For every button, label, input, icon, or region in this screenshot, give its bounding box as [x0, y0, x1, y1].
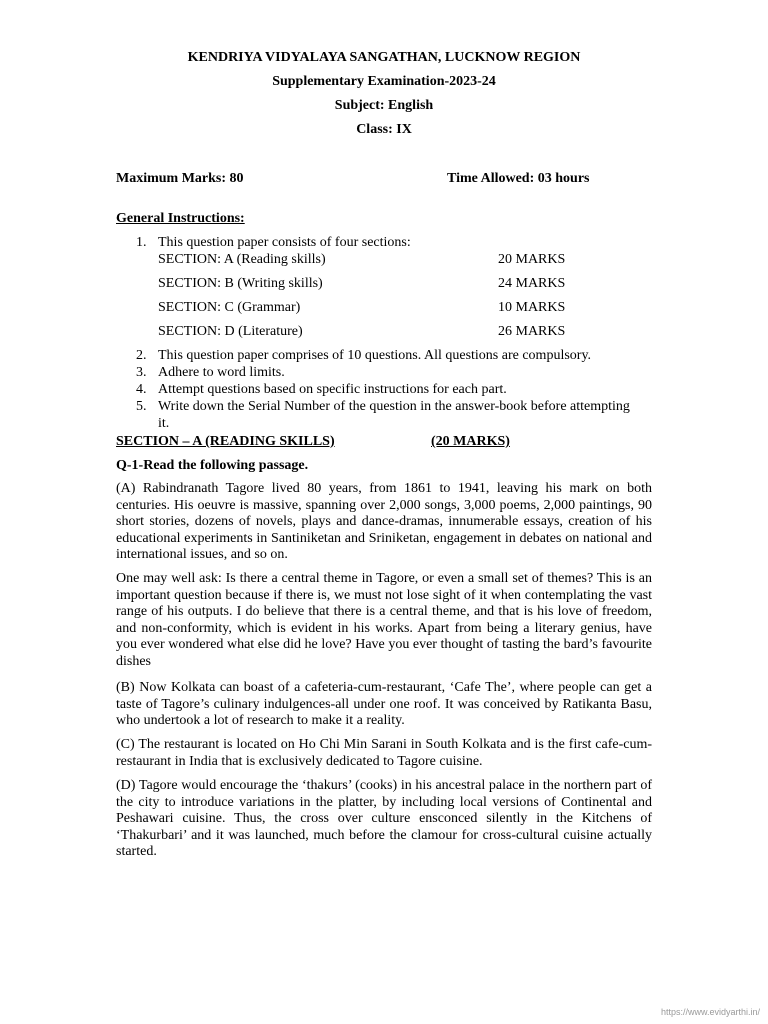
section-row: [158, 323, 578, 340]
section-marks: 10 MARKS: [498, 300, 566, 315]
instruction-number: 2.: [136, 348, 147, 363]
instruction-item-1: [136, 234, 652, 251]
section-marks: 20 MARKS: [498, 252, 566, 267]
organization-title: KENDRIYA VIDYALAYA SANGATHAN, LUCKNOW REGION: [187, 50, 581, 65]
instruction-number: 3.: [136, 365, 147, 380]
instruction-text: Attempt questions based on specific instructions for each part.: [158, 382, 507, 397]
question-1: Q-1-Read the following passage.: [116, 458, 309, 473]
instruction-text: This question paper consists of four sections:: [158, 235, 411, 250]
section-name: SECTION: B (Writing skills): [158, 276, 323, 291]
instruction-text: Adhere to word limits.: [158, 365, 285, 380]
max-marks: Maximum Marks: 80: [116, 171, 244, 186]
section-a-marks: (20 MARKS): [431, 434, 510, 449]
section-row: [158, 275, 578, 292]
exam-title: Supplementary Examination-2023-24: [272, 74, 496, 89]
subject-line: Subject: English: [334, 98, 434, 113]
passage-paragraph-d: (D) Tagore would encourage the ‘thakurs’ (cooks) in his ancestral palace in the northern part of the city to introduce variations in the platter, by including local versions of Continental and Peshawari cuisine. Thus, the cross over culture ensconced silently in the Kitchens of ‘Thakurbari’ and it was launched, much before the clamour for cross-cultural cuisine actually started.: [116, 778, 652, 860]
passage-paragraph-c: (C) The restaurant is located on Ho Chi Min Sarani in South Kolkata and is the first cafe-cum-restaurant in India that is exclusively dedicated to Tagore cuisine.: [116, 737, 652, 769]
instruction-text: This question paper comprises of 10 questions. All questions are compulsory.: [158, 348, 592, 363]
instruction-number: 5.: [136, 399, 147, 414]
instruction-item-3: [136, 364, 652, 381]
time-allowed: Time Allowed: 03 hours: [447, 171, 590, 186]
passage-paragraph-theme: One may well ask: Is there a central theme in Tagore, or even a small set of themes? This is an important question because if there is, we must not lose sight of it when contemplating the vast range of his outputs. I do believe that there is a central theme, and that is his love of freedom, and non-conformity, which is evident in his works. Apart from being a literary genius, have you ever wondered what else did he love? Have you ever thought of tasting the bard’s favourite dishes: [116, 571, 652, 669]
instruction-number: 4.: [136, 382, 147, 397]
passage-paragraph-b: (B) Now Kolkata can boast of a cafeteria-cum-restaurant, ‘Cafe The’, where people can get a taste of Tagore’s culinary indulgences-all under one roof. It was conceived by Ratikanta Basu, who undertook a lot of research to make it a reality.: [116, 680, 652, 729]
section-name: SECTION: C (Grammar): [158, 300, 301, 315]
instruction-item-5: [136, 398, 652, 432]
section-row: [158, 251, 578, 268]
instruction-item-2: [136, 347, 652, 364]
instruction-number: 1.: [136, 235, 147, 250]
section-row: [158, 299, 578, 316]
section-name: SECTION: D (Literature): [158, 324, 303, 339]
section-marks: 26 MARKS: [498, 324, 566, 339]
instructions-heading: General Instructions:: [116, 211, 245, 226]
section-name: SECTION: A (Reading skills): [158, 252, 326, 267]
passage-paragraph-a: (A) Rabindranath Tagore lived 80 years, from 1861 to 1941, leaving his mark on both centuries. His oeuvre is massive, spanning over 2,000 songs, 3,000 poems, 2,000 paintings, 90 short stories, dozens of novels, plays and dance-dramas, innumerable essays, creation of his educational experiments in Santiniketan and Sriniketan, engagement in debates on national and international issues, and so on.: [116, 481, 652, 563]
section-marks: 24 MARKS: [498, 276, 566, 291]
instruction-item-4: [136, 381, 652, 398]
class-line: Class: IX: [356, 122, 412, 137]
section-a-title: SECTION – A (READING SKILLS): [116, 434, 335, 449]
instruction-text: Write down the Serial Number of the question in the answer-book before attempting it.: [158, 399, 630, 431]
watermark-url: https://www.evidyarthi.in/: [660, 1007, 760, 1017]
